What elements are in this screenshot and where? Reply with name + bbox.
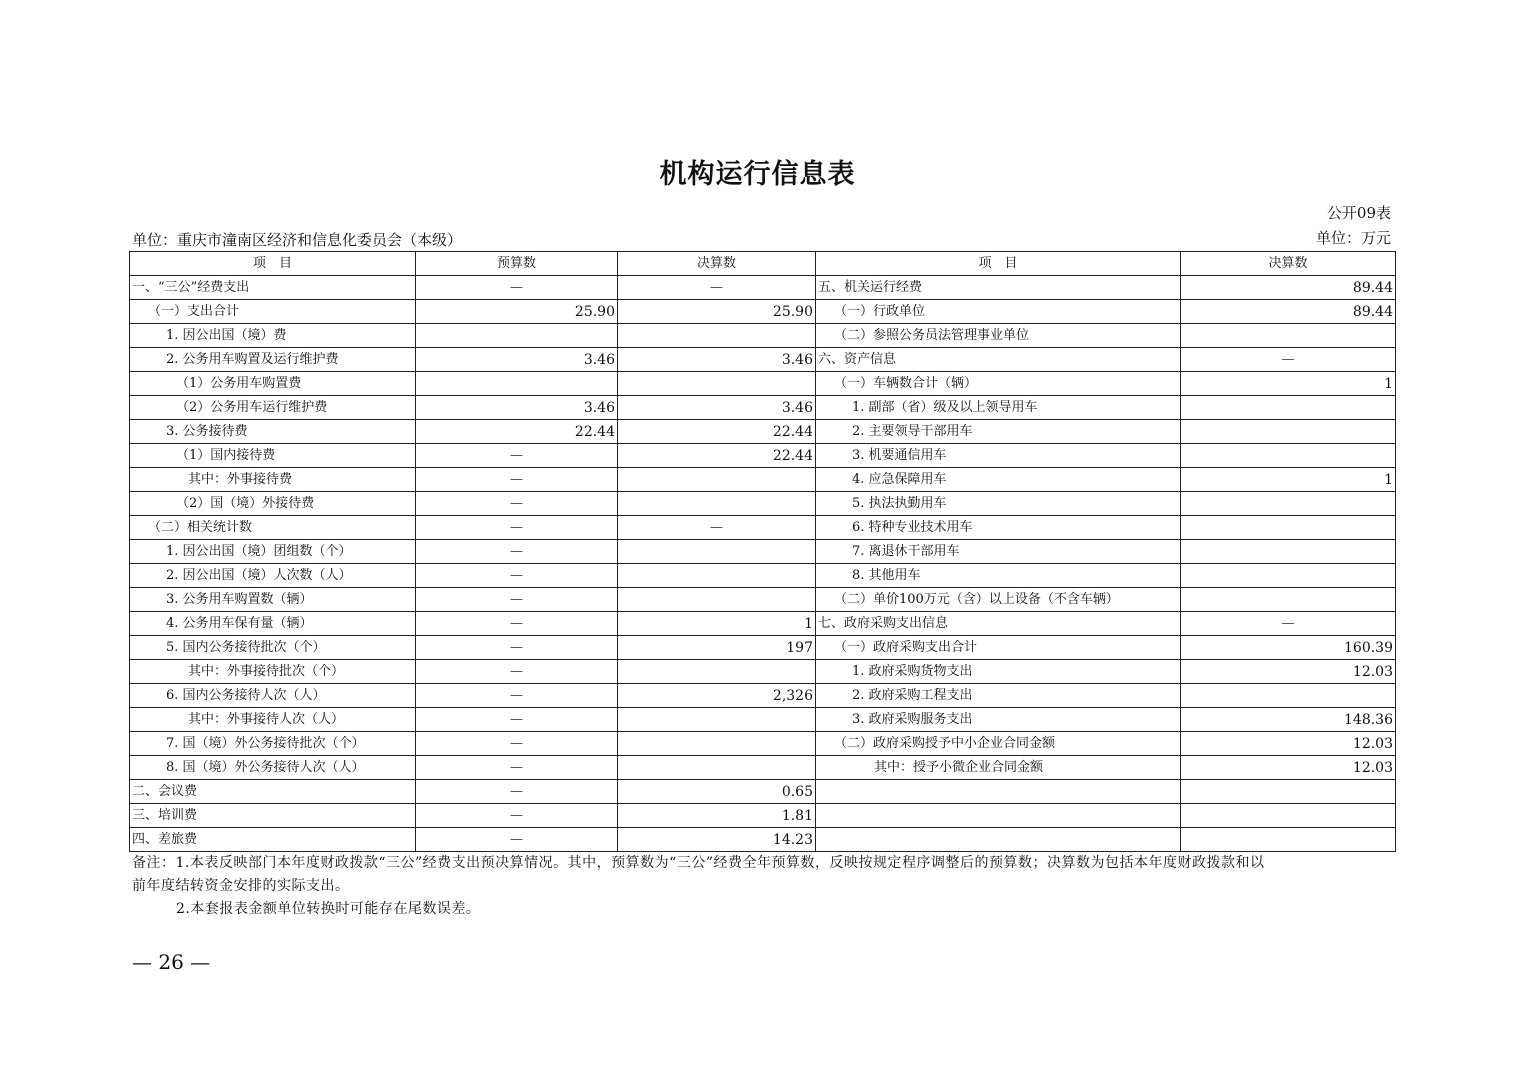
budget-cell bbox=[416, 372, 618, 396]
left-item-cell: （2）国（境）外接待费 bbox=[130, 492, 416, 516]
info-table bbox=[129, 251, 1396, 852]
right-final-cell: — bbox=[1181, 612, 1396, 636]
right-final-cell bbox=[1181, 516, 1396, 540]
left-item-cell: 5. 国内公务接待批次（个） bbox=[130, 636, 416, 660]
left-item-cell: 三、培训费 bbox=[130, 804, 416, 828]
final-cell: 25.90 bbox=[618, 300, 816, 324]
header-budget: 预算数 bbox=[416, 252, 618, 276]
budget-cell: — bbox=[416, 732, 618, 756]
left-item-cell: （二）相关统计数 bbox=[130, 516, 416, 540]
right-item-cell: 6. 特种专业技术用车 bbox=[816, 516, 1181, 540]
budget-cell: — bbox=[416, 564, 618, 588]
right-final-cell bbox=[1181, 492, 1396, 516]
right-item-cell: 7. 离退休干部用车 bbox=[816, 540, 1181, 564]
right-final-cell bbox=[1181, 396, 1396, 420]
final-cell: 1.81 bbox=[618, 804, 816, 828]
right-item-cell: 1. 副部（省）级及以上领导用车 bbox=[816, 396, 1181, 420]
right-final-cell: 12.03 bbox=[1181, 732, 1396, 756]
right-item-cell: 1. 政府采购货物支出 bbox=[816, 660, 1181, 684]
right-final-cell: — bbox=[1181, 348, 1396, 372]
left-item-cell: （1）公务用车购置费 bbox=[130, 372, 416, 396]
note-line-1: 备注：1.本表反映部门本年度财政拨款“三公”经费支出预决算情况。其中，预算数为“三公”经费全年预算数，反映按规定程序调整后的预算数；决算数为包括本年度财政拨款和以 bbox=[132, 855, 1265, 871]
right-item-cell: （二）政府采购授予中小企业合同金额 bbox=[816, 732, 1181, 756]
right-item-cell: 5. 执法执勤用车 bbox=[816, 492, 1181, 516]
left-item-cell: 其中：外事接待批次（个） bbox=[130, 660, 416, 684]
right-item-cell: 2. 主要领导干部用车 bbox=[816, 420, 1181, 444]
header-left-item: 项 目 bbox=[130, 252, 416, 276]
budget-cell: 22.44 bbox=[416, 420, 618, 444]
table-number: 公开09表 bbox=[1326, 204, 1391, 222]
left-item-cell: （1）国内接待费 bbox=[130, 444, 416, 468]
left-item-cell: 其中：外事接待人次（人） bbox=[130, 708, 416, 732]
right-final-cell: 148.36 bbox=[1181, 708, 1396, 732]
table-row bbox=[130, 588, 1396, 612]
left-item-cell: （2）公务用车运行维护费 bbox=[130, 396, 416, 420]
table-row bbox=[130, 396, 1396, 420]
table-row bbox=[130, 636, 1396, 660]
final-cell bbox=[618, 708, 816, 732]
right-item-cell: 六、资产信息 bbox=[816, 348, 1181, 372]
left-item-cell: （一）支出合计 bbox=[130, 300, 416, 324]
table-row bbox=[130, 276, 1396, 300]
final-cell: — bbox=[618, 276, 816, 300]
right-final-cell bbox=[1181, 804, 1396, 828]
table-row bbox=[130, 564, 1396, 588]
budget-cell: — bbox=[416, 804, 618, 828]
budget-cell: — bbox=[416, 684, 618, 708]
right-item-cell: 3. 政府采购服务支出 bbox=[816, 708, 1181, 732]
page-number: — 26 — bbox=[132, 950, 211, 974]
table-row bbox=[130, 300, 1396, 324]
notes bbox=[132, 852, 1394, 921]
final-cell: 2,326 bbox=[618, 684, 816, 708]
budget-cell: — bbox=[416, 612, 618, 636]
right-final-cell: 1 bbox=[1181, 372, 1396, 396]
budget-cell: 25.90 bbox=[416, 300, 618, 324]
final-cell: 3.46 bbox=[618, 348, 816, 372]
right-final-cell: 160.39 bbox=[1181, 636, 1396, 660]
budget-cell: — bbox=[416, 540, 618, 564]
final-cell bbox=[618, 468, 816, 492]
table-row bbox=[130, 492, 1396, 516]
right-item-cell: （一）行政单位 bbox=[816, 300, 1181, 324]
right-item-cell: 五、机关运行经费 bbox=[816, 276, 1181, 300]
left-item-cell: 2. 公务用车购置及运行维护费 bbox=[130, 348, 416, 372]
note-line-3: 2.本套报表金额单位转换时可能存在尾数误差。 bbox=[176, 901, 481, 917]
budget-cell: — bbox=[416, 660, 618, 684]
table-row bbox=[130, 468, 1396, 492]
budget-cell: 3.46 bbox=[416, 348, 618, 372]
left-item-cell: 一、“三公”经费支出 bbox=[130, 276, 416, 300]
table-row bbox=[130, 444, 1396, 468]
header-final: 决算数 bbox=[618, 252, 816, 276]
right-item-cell: 2. 政府采购工程支出 bbox=[816, 684, 1181, 708]
left-item-cell: 1. 因公出国（境）团组数（个） bbox=[130, 540, 416, 564]
budget-cell: — bbox=[416, 468, 618, 492]
table-row bbox=[130, 732, 1396, 756]
table-row bbox=[130, 516, 1396, 540]
right-final-cell bbox=[1181, 420, 1396, 444]
left-item-cell: 4. 公务用车保有量（辆） bbox=[130, 612, 416, 636]
right-item-cell: （一）车辆数合计（辆） bbox=[816, 372, 1181, 396]
right-final-cell: 12.03 bbox=[1181, 756, 1396, 780]
table-row bbox=[130, 660, 1396, 684]
budget-cell bbox=[416, 324, 618, 348]
final-cell: 22.44 bbox=[618, 444, 816, 468]
final-cell: 22.44 bbox=[618, 420, 816, 444]
budget-cell: — bbox=[416, 492, 618, 516]
final-cell: 3.46 bbox=[618, 396, 816, 420]
budget-cell: — bbox=[416, 636, 618, 660]
final-cell bbox=[618, 540, 816, 564]
page-title: 机构运行信息表 bbox=[659, 159, 856, 190]
right-final-cell bbox=[1181, 684, 1396, 708]
left-item-cell: 1. 因公出国（境）费 bbox=[130, 324, 416, 348]
right-item-cell: 4. 应急保障用车 bbox=[816, 468, 1181, 492]
right-final-cell bbox=[1181, 444, 1396, 468]
final-cell bbox=[618, 588, 816, 612]
table-row bbox=[130, 756, 1396, 780]
left-item-cell: 3. 公务用车购置数（辆） bbox=[130, 588, 416, 612]
unit-organization: 单位：重庆市潼南区经济和信息化委员会（本级） bbox=[132, 231, 463, 249]
left-item-cell: 7. 国（境）外公务接待批次（个） bbox=[130, 732, 416, 756]
final-cell bbox=[618, 492, 816, 516]
header-row bbox=[130, 252, 1396, 276]
table-row bbox=[130, 324, 1396, 348]
left-item-cell: 二、会议费 bbox=[130, 780, 416, 804]
final-cell: 14.23 bbox=[618, 828, 816, 852]
note-line-2: 前年度结转资金安排的实际支出。 bbox=[132, 878, 350, 894]
right-item-cell: （一）政府采购支出合计 bbox=[816, 636, 1181, 660]
table-row bbox=[130, 828, 1396, 852]
right-item-cell: 其中：授予小微企业合同金额 bbox=[816, 756, 1181, 780]
final-cell bbox=[618, 756, 816, 780]
right-final-cell bbox=[1181, 540, 1396, 564]
final-cell: 197 bbox=[618, 636, 816, 660]
final-cell: — bbox=[618, 516, 816, 540]
budget-cell: — bbox=[416, 756, 618, 780]
table-row bbox=[130, 540, 1396, 564]
unit-currency: 单位：万元 bbox=[1315, 229, 1391, 247]
left-item-cell: 8. 国（境）外公务接待人次（人） bbox=[130, 756, 416, 780]
table-row bbox=[130, 348, 1396, 372]
right-item-cell: 8. 其他用车 bbox=[816, 564, 1181, 588]
budget-cell: — bbox=[416, 828, 618, 852]
right-item-cell: 3. 机要通信用车 bbox=[816, 444, 1181, 468]
header-right-final: 决算数 bbox=[1181, 252, 1396, 276]
right-final-cell bbox=[1181, 564, 1396, 588]
right-final-cell bbox=[1181, 324, 1396, 348]
final-cell bbox=[618, 564, 816, 588]
right-item-cell: （二）单价100万元（含）以上设备（不含车辆） bbox=[816, 588, 1181, 612]
budget-cell: — bbox=[416, 780, 618, 804]
header-right-item: 项 目 bbox=[816, 252, 1181, 276]
table-row bbox=[130, 612, 1396, 636]
right-item-cell: （二）参照公务员法管理事业单位 bbox=[816, 324, 1181, 348]
budget-cell: — bbox=[416, 444, 618, 468]
right-final-cell bbox=[1181, 780, 1396, 804]
budget-cell: — bbox=[416, 588, 618, 612]
final-cell bbox=[618, 372, 816, 396]
right-final-cell bbox=[1181, 588, 1396, 612]
final-cell bbox=[618, 660, 816, 684]
table-row bbox=[130, 804, 1396, 828]
right-item-cell bbox=[816, 804, 1181, 828]
budget-cell: — bbox=[416, 516, 618, 540]
budget-cell: 3.46 bbox=[416, 396, 618, 420]
table-row bbox=[130, 684, 1396, 708]
right-item-cell: 七、政府采购支出信息 bbox=[816, 612, 1181, 636]
right-final-cell: 12.03 bbox=[1181, 660, 1396, 684]
table-row bbox=[130, 372, 1396, 396]
right-final-cell: 89.44 bbox=[1181, 276, 1396, 300]
right-item-cell bbox=[816, 780, 1181, 804]
right-final-cell: 1 bbox=[1181, 468, 1396, 492]
left-item-cell: 2. 因公出国（境）人次数（人） bbox=[130, 564, 416, 588]
table-row bbox=[130, 708, 1396, 732]
right-final-cell: 89.44 bbox=[1181, 300, 1396, 324]
final-cell: 0.65 bbox=[618, 780, 816, 804]
left-item-cell: 其中：外事接待费 bbox=[130, 468, 416, 492]
budget-cell: — bbox=[416, 276, 618, 300]
left-item-cell: 6. 国内公务接待人次（人） bbox=[130, 684, 416, 708]
final-cell bbox=[618, 732, 816, 756]
table-row bbox=[130, 420, 1396, 444]
budget-cell: — bbox=[416, 708, 618, 732]
left-item-cell: 四、差旅费 bbox=[130, 828, 416, 852]
final-cell: 1 bbox=[618, 612, 816, 636]
table-row bbox=[130, 780, 1396, 804]
final-cell bbox=[618, 324, 816, 348]
left-item-cell: 3. 公务接待费 bbox=[130, 420, 416, 444]
right-final-cell bbox=[1181, 828, 1396, 852]
right-item-cell bbox=[816, 828, 1181, 852]
